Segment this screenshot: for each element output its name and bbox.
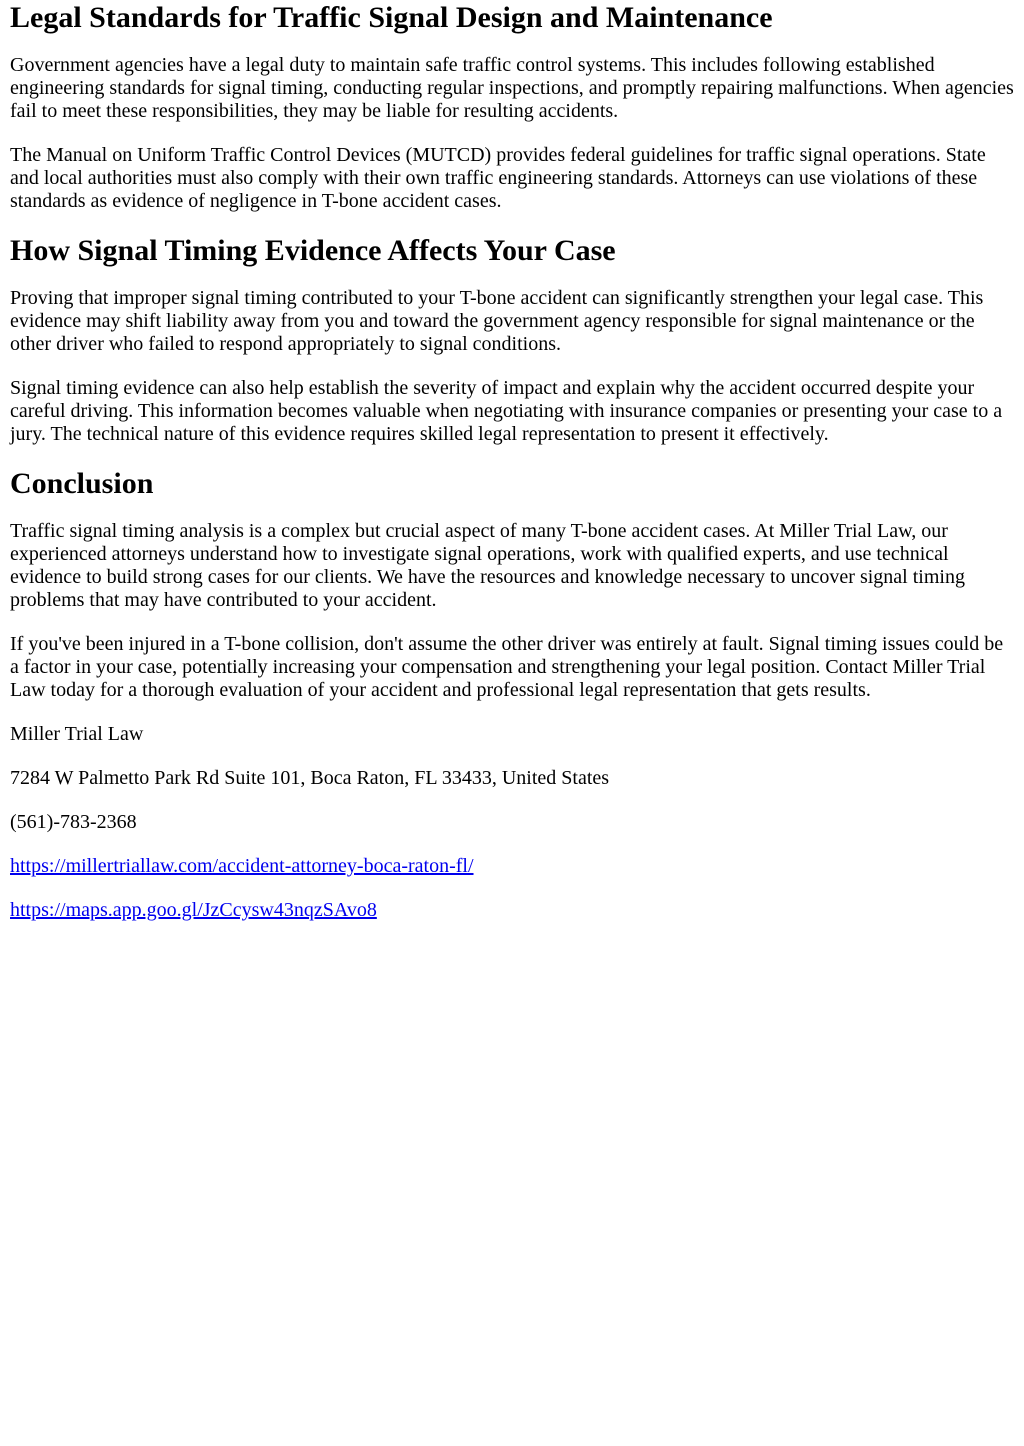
maps-link-paragraph [10,899,1014,922]
section-heading-signal-timing-evidence: How Signal Timing Evidence Affects Your Case [10,234,616,267]
maps-link[interactable]: https://maps.app.goo.gl/JzCcysw43nqzSAvo8 [10,899,377,921]
section-heading-conclusion: Conclusion [10,467,154,500]
paragraph-mutcd: The Manual on Uniform Traffic Control Devices (MUTCD) provides federal guidelines for traffic signal operations. State and local authorities must also comply with their own traffic engineering standards. Attorneys can use violations of these standards as evidence of negligence in T-bone accident cases. [10,144,986,212]
website-link[interactable]: https://millertriallaw.com/accident-attorney-boca-raton-fl/ [10,855,474,877]
firm-name: Miller Trial Law [10,723,144,745]
paragraph-conclusion-analysis: Traffic signal timing analysis is a complex but crucial aspect of many T-bone accident cases. At Miller Trial Law, our experienced attorneys understand how to investigate signal operations, work with qualified experts, and use technical evidence to build strong cases for our clients. We have the resources and knowledge necessary to uncover signal timing problems that may have contributed to your accident. [10,520,965,611]
paragraph-conclusion-contact: If you've been injured in a T-bone collision, don't assume the other driver was entirely at fault. Signal timing issues could be a factor in your case, potentially increasing your compensation and strengthening your legal position. Contact Miller Trial Law today for a thorough evaluation of your accident and professional legal representation that gets results. [10,633,1004,701]
paragraph-timing-severity: Signal timing evidence can also help establish the severity of impact and explain why the accident occurred despite your careful driving. This information becomes valuable when negotiating with insurance companies or presenting your case to a jury. The technical nature of this evidence requires skilled legal representation to present it effectively. [10,377,1003,445]
paragraph-proving-timing: Proving that improper signal timing contributed to your T-bone accident can significantly strengthen your legal case. This evidence may shift liability away from you and toward the government agency responsible for signal maintenance or the other driver who failed to respond appropriately to signal conditions. [10,287,984,355]
paragraph-legal-duty: Government agencies have a legal duty to maintain safe traffic control systems. This includes following established engineering standards for signal timing, conducting regular inspections, and promptly repairing malfunctions. When agencies fail to meet these responsibilities, they may be liable for resulting accidents. [10,54,1014,122]
website-link-paragraph [10,855,1014,878]
section-heading-legal-standards: Legal Standards for Traffic Signal Design and Maintenance [10,1,773,34]
firm-address: 7284 W Palmetto Park Rd Suite 101, Boca Raton, FL 33433, United States [10,767,610,789]
firm-phone: (561)-783-2368 [10,811,137,833]
